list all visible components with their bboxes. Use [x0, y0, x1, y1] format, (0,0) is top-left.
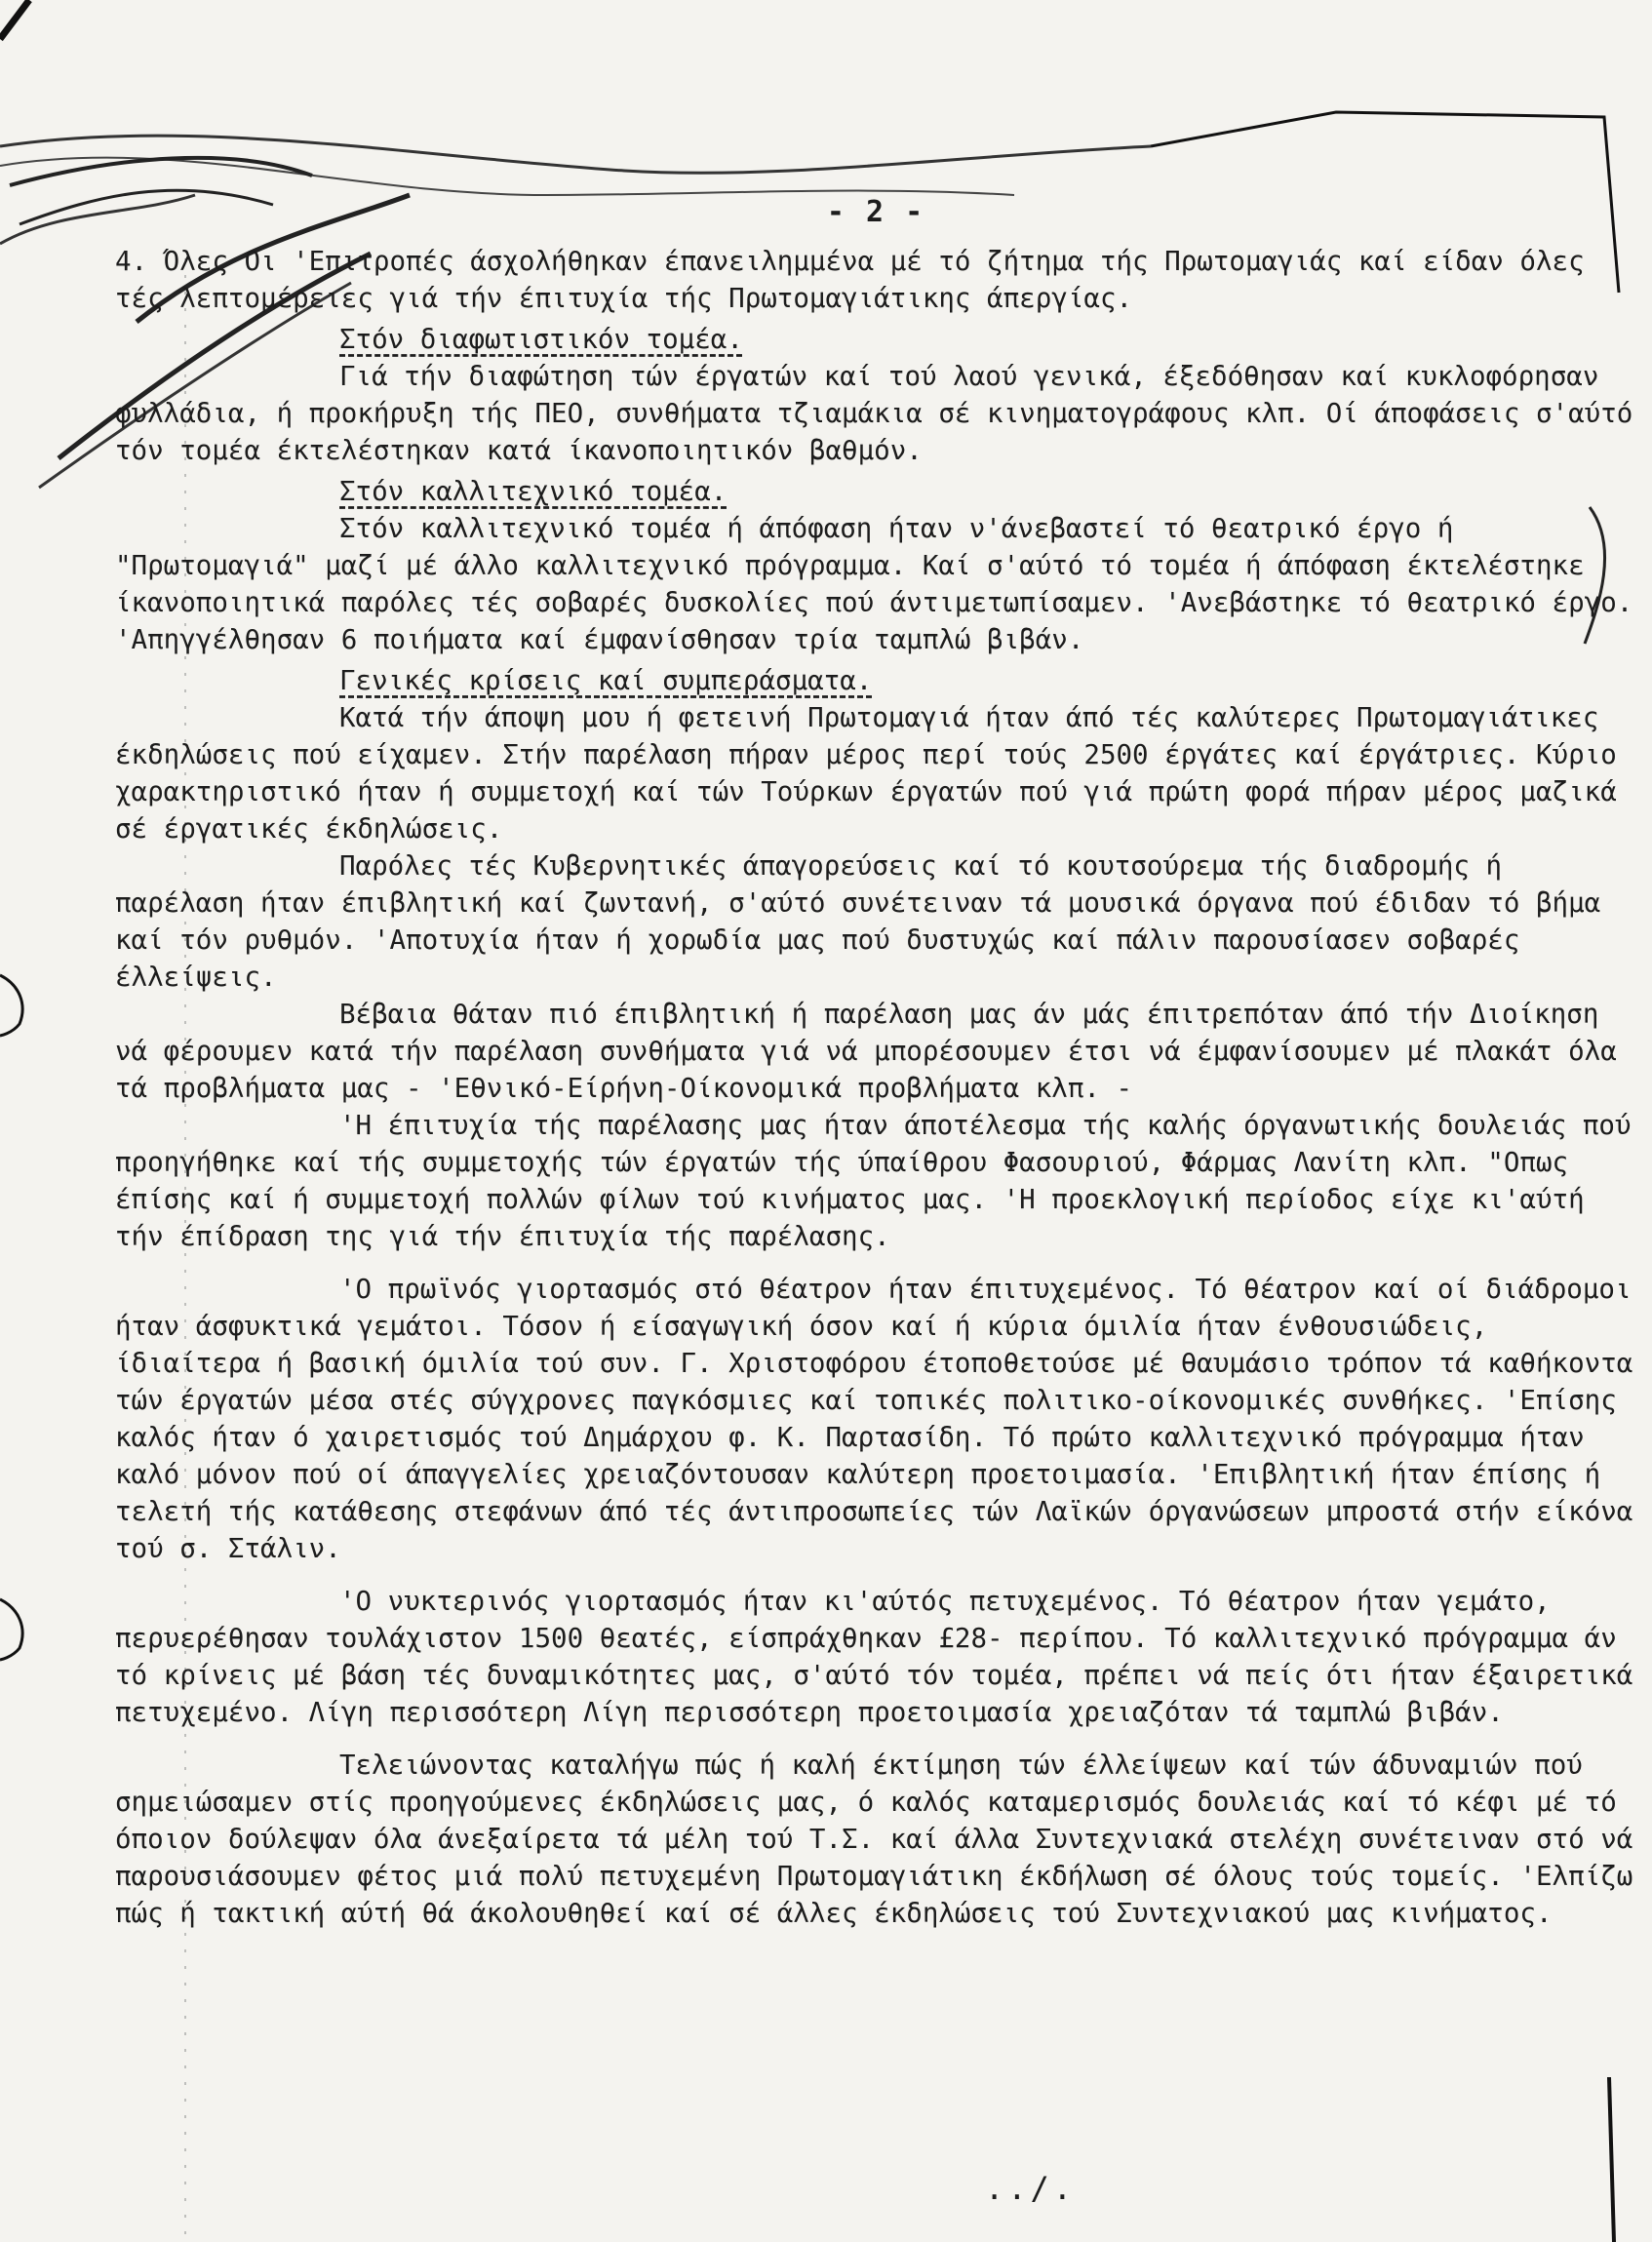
section-heading-conclusions: Γενικές κρίσεις καί συμπεράσματα.: [339, 665, 873, 696]
intro-paragraph: 4. Όλες Οι 'Επιτροπές άσχολήθηκαν έπανειλημμένα μέ τό ζήτημα τής Πρωτομαγιάς καί είδαν όλες τές λεπτομέρειες γιά τήν έπιτυχία τής Πρωτομαγιάτικης άπεργίας.: [115, 246, 1585, 314]
section-text-artistic: Στόν καλλιτεχνικό τομέα ή άπόφαση ήταν ν'άνεβαστεί τό θεατρικό έργο ή "Πρωτομαγιά" μαζί μέ άλλο καλλιτεχνικό πρόγραμμα. Καί σ'αύτό τό τομέα ή άπόφαση έκτελέστηκε ίκανοποιητικά παρόλες τές σοβαρές δυσκολίες πού άντιμετωπίσαμεν. 'Ανεβάστηκε τό θεατρικό έργο. 'Απηγγέλθησαν 6 ποιήματα καί έμφανίσθησαν τρία ταμπλώ βιβάν.: [115, 513, 1633, 655]
conclusions-paragraph-6: 'Ο νυκτερινός γιορτασμός ήταν κι'αύτός πετυχεμένος. Τό θέατρον ήταν γεμάτο, περυερέθησαν τουλάχιστον 1500 θεατές, είσπράχθηκαν £28- περίπου. Τό καλλιτεχνικό πρόγραμμα άν τό κρίνεις μέ βάση τές δυναμικότητες μας, σ'αύτό τόν τομέα, πρέπει νά πείς ότι ήταν έξαιρετικά πετυχεμένο. Λίγη περισσότερη Λίγη περισσότερη προετοιμασία χρειαζόταν τά ταμπλώ βιβάν.: [115, 1586, 1633, 1728]
conclusions-paragraph-5: 'Ο πρωϊνός γιορτασμός στό θέατρον ήταν έπιτυχεμένος. Τό θέατρον καί οί διάδρομοι ήταν άσφυκτικά γεμάτοι. Τόσον ή είσαγωγική όσον καί ή κύρια όμιλία ήταν ένθουσιώδεις, ίδιαίτερα ή βασική όμιλία τού συν. Γ. Χριστοφόρου έτοποθετούσε μέ θαυμάσιο τρόπον τά καθήκοντα τών έργατών μέσα στές σύγχρονες παγκόσμιες καί τοπικές πολιτικο-οίκονομικές συνθήκες. 'Επίσης καλός ήταν ό χαιρετισμός τού Δημάρχου φ. Κ. Παρτασίδη. Τό πρώτο καλλιτεχνικό πρόγραμμα ήταν καλό μόνον πού οί άπαγγελίες χρειαζόντουσαν καλύτερη προετοιμασία. 'Επιβλητική ήταν έπίσης ή τελετή τής κατάθεσης στεφάνων άπό τές άντιπροσωπείες τών Λαϊκών όργανώσεων μπροστά στήν είκόνα τού σ. Στάλιν.: [115, 1274, 1633, 1564]
conclusions-paragraph-7: Τελειώνοντας καταλήγω πώς ή καλή έκτίμηση τών έλλείψεων καί τών άδυναμιών πού σημειώσαμεν στίς προηγούμενες έκδηλώσεις μας, ό καλός καταμερισμός δουλειάς καί τό κέφι μέ τό όποιον δούλεψαν όλα άνεξαίρετα τά μέλη τού Τ.Σ. καί άλλα Συντεχνιακά στελέχη συνέτειναν στό νά παρουσιάσουμεν φέτος μιά πολύ πετυχεμένη Πρωτομαγιάτικη έκδήλωση σέ όλους τούς τομείς. 'Ελπίζω πώς ή τακτική αύτή θά άκολουθηθεί καί σέ άλλες έκδηλώσεις τού Συντεχνιακού μας κινήματος.: [115, 1750, 1633, 1929]
section-text-enlightenment: Γιά τήν διαφώτηση τών έργατών καί τού λαού γενικά, έξεδόθησαν καί κυκλοφόρησαν φυλλάδια, ή προκήρυξη τής ΠΕΟ, συνθήματα τζιαμάκια σέ κινηματογράφους κλπ. Οί άποφάσεις σ'αύτό τόν τομέα έκτελέστηκαν κατά ίκανοποιητικόν βαθμόν.: [115, 361, 1633, 466]
conclusions-paragraph-4: 'Η έπιτυχία τής παρέλασης μας ήταν άποτέλεσμα τής καλής όργανωτικής δουλειάς πού προηγήθηκε καί τής συμμετοχής τών έργατών τής ύπαίθρου Φασουριού, Φάρμας Λανίτη κλπ. "Οπως έπίσης καί ή συμμετοχή πολλών φίλων τού κινήματος μας. 'Η προεκλογική περίοδος είχε κι'αύτή τήν έπίδραση της γιά τήν έπιτυχία τής παρέλασης.: [115, 1110, 1632, 1252]
conclusions-paragraph-1: Κατά τήν άποψη μου ή φετεινή Πρωτομαγιά ήταν άπό τές καλύτερες Πρωτομαγιάτικες έκδηλώσεις πού είχαμεν. Στήν παρέλαση πήραν μέρος περί τούς 2500 έργάτες καί έργάτριες. Κύριο χαρακτηριστικό ήταν ή συμμετοχή καί τών Τούρκων έργατών πού γιά πρώτη φορά πήραν μέρος μαζικά σέ έργατικές έκδηλώσεις.: [115, 702, 1617, 845]
conclusions-paragraph-2: Παρόλες τές Κυβερνητικές άπαγορεύσεις καί τό κουτσούρεμα τής διαδρομής ή παρέλαση ήταν έπιβλητική καί ζωντανή, σ'αύτό συνέτειναν τά μουσικά όργανα πού έδιδαν τό βήμα καί τόν ρυθμόν. 'Αποτυχία ήταν ή χορωδία μας πού δυστυχώς καί πάλιν παρουσίασεν σοβαρές έλλείψεις.: [115, 850, 1601, 993]
section-heading-artistic: Στόν καλλιτεχνικό τομέα.: [339, 476, 728, 507]
continuation-mark: ../.: [985, 2170, 1077, 2207]
section-heading-enlightenment: Στόν διαφωτιστικόν τομέα.: [339, 324, 743, 355]
typed-text-block: [115, 195, 1636, 1932]
page-number: - 2 -: [826, 195, 925, 229]
conclusions-paragraph-3: Βέβαια θάταν πιό έπιβλητική ή παρέλαση μας άν μάς έπιτρεπόταν άπό τήν Διοίκηση νά φέρουμεν κατά τήν παρέλαση συνθήματα γιά νά μπορέσουμεν έτσι νά έμφανίσουμεν μέ πλακάτ όλα τά προβλήματα μας - 'Εθνικό-Είρήνη-Οίκονομικά προβλήματα κλπ. -: [115, 999, 1617, 1104]
